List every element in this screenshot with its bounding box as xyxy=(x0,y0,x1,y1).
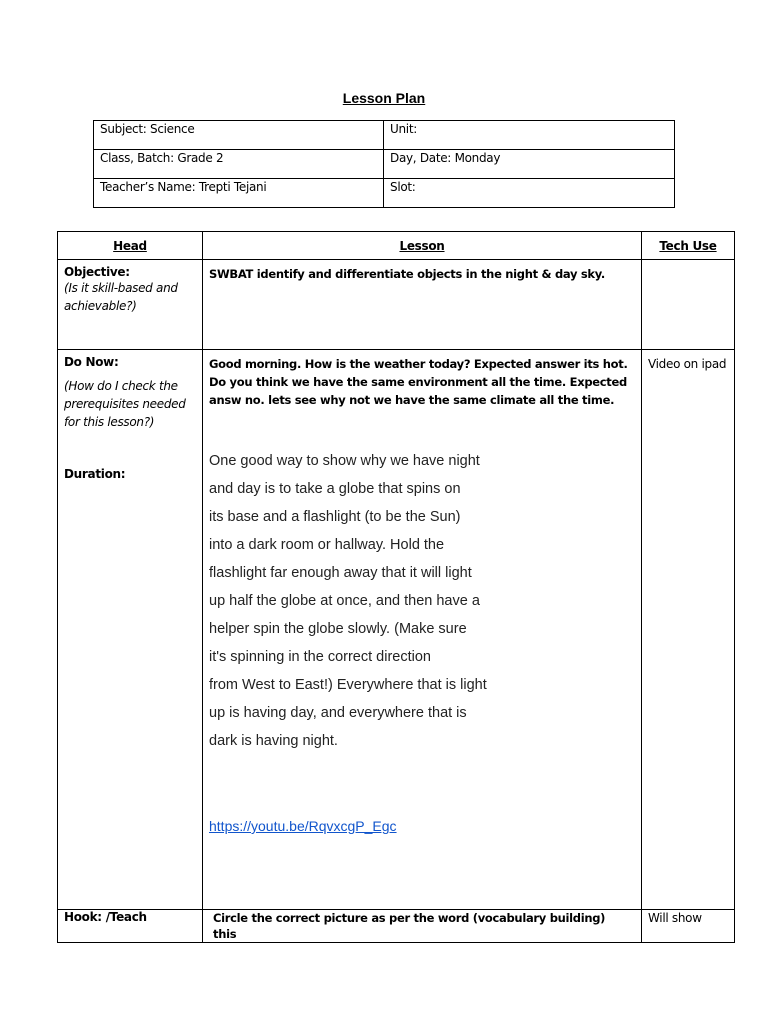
explanation-line: helper spin the globe slowly. (Make sure xyxy=(209,621,467,637)
hook-head-cell xyxy=(58,910,203,943)
do-now-note: (How do I check the prerequisites needed for this lesson?) xyxy=(64,379,186,429)
info-row xyxy=(94,179,675,208)
explanation-line: it's spinning in the correct direction xyxy=(209,649,431,665)
subject-cell: Subject: Science xyxy=(94,121,384,150)
do-now-intro: Good morning. How is the weather today? Expected answer its hot. Do you think we have the same environment all the time. Expected answ no. lets see why not we have the same climate all the time. xyxy=(209,357,628,407)
hook-lesson-cell xyxy=(203,910,642,943)
hook-label: Hook: /Teach xyxy=(64,910,147,924)
explanation-line: up half the globe at once, and then have a xyxy=(209,593,480,609)
explanation-line: and day is to take a globe that spins on xyxy=(209,481,461,497)
teacher-name-cell: Teacher’s Name: Trepti Tejani xyxy=(94,179,384,208)
header-lesson: Lesson xyxy=(203,232,642,260)
do-now-label: Do Now: xyxy=(64,355,119,369)
info-row xyxy=(94,121,675,150)
duration-label: Duration: xyxy=(64,467,126,481)
header-tech-use: Tech Use xyxy=(642,232,735,260)
explanation-line: up is having day, and everywhere that is xyxy=(209,705,467,721)
objective-text: SWBAT identify and differentiate objects in the night & day sky. xyxy=(209,267,605,281)
info-row xyxy=(94,150,675,179)
info-table xyxy=(93,120,675,208)
explanation-line: its base and a flashlight (to be the Sun) xyxy=(209,509,461,525)
slot-cell: Slot: xyxy=(384,179,675,208)
objective-lesson-cell xyxy=(203,260,642,350)
objective-note: (Is it skill-based and achievable?) xyxy=(64,281,178,313)
youtube-link[interactable]: https://youtu.be/RqvxcgP_Egc xyxy=(209,818,397,834)
objective-row xyxy=(58,260,735,350)
explanation-line: from West to East!) Everywhere that is light xyxy=(209,677,487,693)
objective-label: Objective: xyxy=(64,265,130,279)
header-head: Head xyxy=(58,232,203,260)
class-batch-cell: Class, Batch: Grade 2 xyxy=(94,150,384,179)
lesson-plan-table xyxy=(57,231,735,943)
explanation-line: dark is having night. xyxy=(209,733,338,749)
do-now-tech-text: Video on ipad xyxy=(648,357,727,371)
objective-tech-cell xyxy=(642,260,735,350)
day-date-cell: Day, Date: Monday xyxy=(384,150,675,179)
hook-tech-cell xyxy=(642,910,735,943)
hook-row xyxy=(58,910,735,943)
do-now-head-cell xyxy=(58,350,203,910)
explanation-line: One good way to show why we have night xyxy=(209,453,480,469)
globe-explanation xyxy=(209,447,635,755)
do-now-lesson-cell xyxy=(203,350,642,910)
explanation-line: flashlight far enough away that it will light xyxy=(209,565,472,581)
header-row xyxy=(58,232,735,260)
do-now-tech-cell xyxy=(642,350,735,910)
hook-text: Circle the correct picture as per the word (vocabulary building) this xyxy=(213,911,606,941)
do-now-row xyxy=(58,350,735,910)
page-title: Lesson Plan xyxy=(342,90,426,106)
explanation-line: into a dark room or hallway. Hold the xyxy=(209,537,445,553)
unit-cell: Unit: xyxy=(384,121,675,150)
objective-head-cell xyxy=(58,260,203,350)
hook-tech-text: Will show xyxy=(648,911,702,925)
